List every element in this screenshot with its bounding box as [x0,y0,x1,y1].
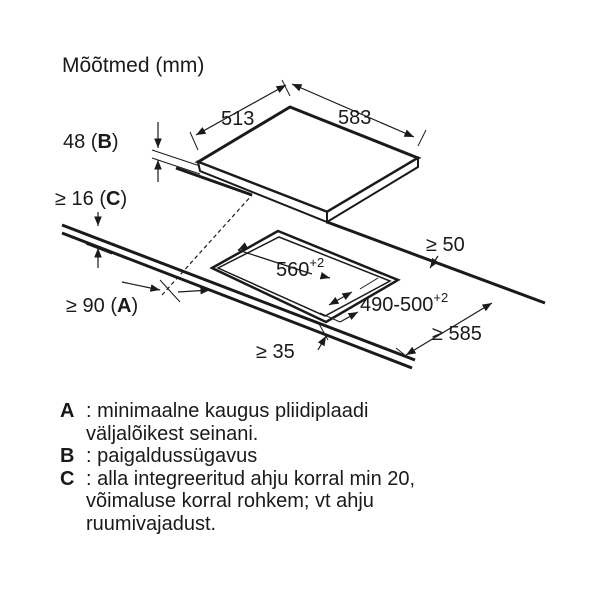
legend-item-b [60,445,580,468]
legend-item-a [60,400,580,445]
dim-490-label: 490-500 [360,294,434,316]
legend-item-c [60,468,580,536]
svg-text:48 (B) [63,131,119,153]
dim-583-label: 583 [338,107,372,129]
dim-50-label: ≥ 50 [426,234,465,256]
dim-48-close: ) [111,131,119,153]
dimension-50 [426,234,465,268]
dim-585-label: ≥ 585 [432,323,482,345]
dim-48-label: 48 ( [63,131,98,153]
legend-text: : paigaldussügavus [86,445,258,467]
dim-16-key: C [106,188,121,210]
dim-16-label: ≥ 16 ( [55,188,106,210]
dim-560-tol: +2 [309,255,325,270]
dim-48-key: B [97,131,112,153]
svg-text:490-500+2 [360,290,448,316]
dim-90-close: ) [131,295,139,317]
dim-513-label: 513 [221,108,255,130]
legend [60,400,580,535]
svg-text:≥ 90 (A) [66,295,138,317]
legend-key-a: A [60,400,75,422]
svg-text:≥ 16 (C) [55,188,127,210]
legend-key-c: C [60,467,75,490]
legend-text: väljalõikest seinani. [86,422,259,445]
dim-560-label: 560 [276,259,310,281]
diagram-title: Mõõtmed (mm) [62,54,205,77]
legend-key-b: B [60,445,75,467]
dim-90-label: ≥ 90 ( [66,295,117,317]
dimension-90-a [66,280,210,317]
legend-text: ruumivajadust. [86,512,217,535]
dim-90-key: A [117,295,132,317]
dim-490-tol: +2 [433,290,449,305]
dimension-48-b [63,122,200,182]
dim-35-label: ≥ 35 [256,341,295,363]
legend-text: võimaluse korral rohkem; vt ahju [86,490,374,512]
legend-text: : minimaalne kaugus pliidiplaadi [86,400,369,422]
dimension-35 [256,322,328,363]
dim-16-close: ) [120,188,128,210]
legend-text: : alla integreeritud ahju korral min 20, [86,467,416,490]
